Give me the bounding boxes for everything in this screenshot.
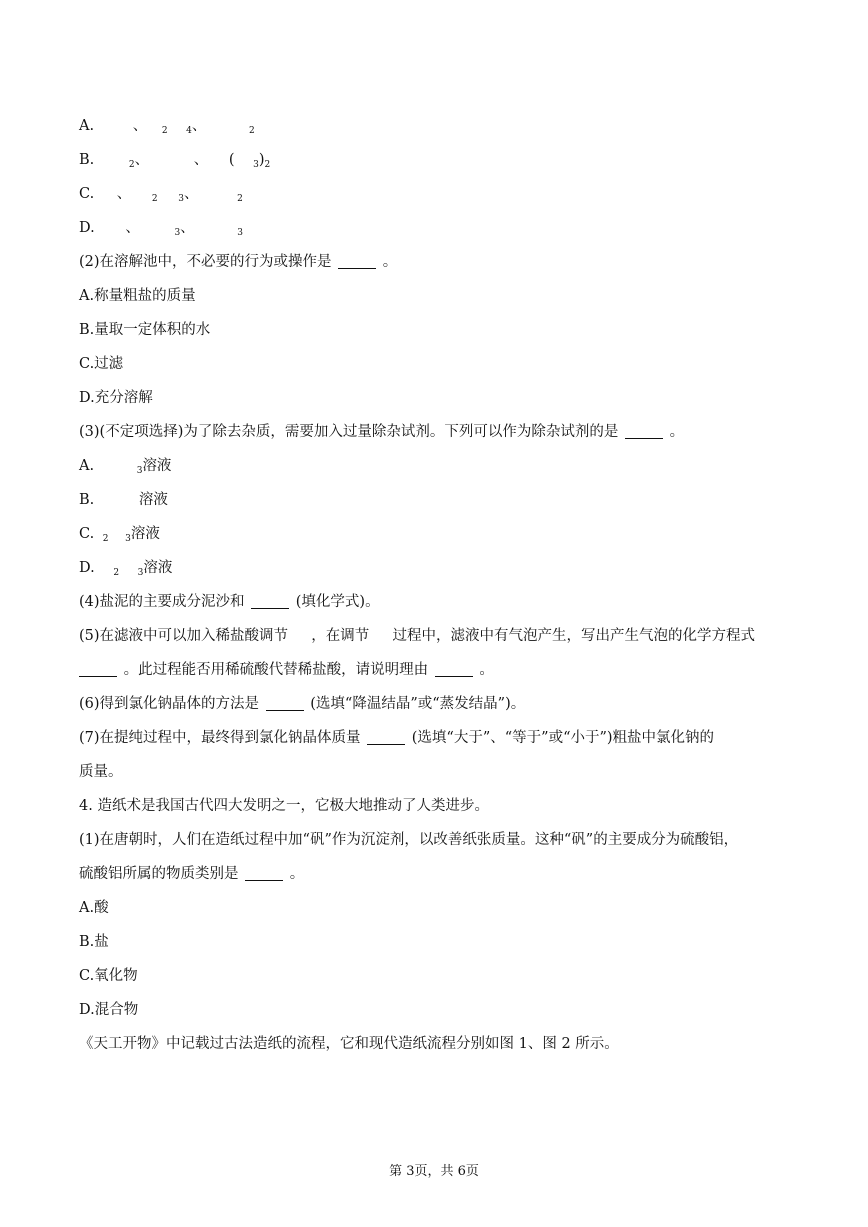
question-3-option-a: A. $_3$溶液 bbox=[79, 458, 172, 476]
problem-4-option-a: A.酸 bbox=[79, 900, 109, 916]
question-3-option-c: C. $_2$ $_3$溶液 bbox=[79, 526, 160, 544]
option-c-formulas: C. 、 $_2$ $_3$、 $_2$ bbox=[79, 186, 243, 204]
question-2-option-b: B.量取一定体积的水 bbox=[79, 322, 211, 338]
answer-blank[interactable] bbox=[79, 662, 117, 677]
option-a-formulas: A. 、 $_2$ $_4$、 $_2$ bbox=[79, 118, 255, 136]
question-2-option-d: D.充分溶解 bbox=[79, 390, 153, 406]
question-3-stem: (3)(不定项选择)为了除去杂质，需要加入过量除杂试剂。下列可以作为除杂试剂的是 。 bbox=[79, 424, 685, 440]
option-b-formulas: B. $_2$、 、 ( $_3)_2$ bbox=[79, 152, 271, 170]
question-7-line-2: 质量。 bbox=[79, 764, 123, 780]
question-5-line-1: (5)在滤液中可以加入稀盐酸调节 ，在调节 过程中，滤液中有气泡产生，写出产生气泡的化学方程式 bbox=[79, 628, 755, 644]
question-2-option-a: A.称量粗盐的质量 bbox=[79, 288, 196, 304]
question-5-line-2: 。此过程能否用稀硫酸代替稀盐酸，请说明理由 。 bbox=[79, 660, 494, 680]
problem-4-option-c: C.氧化物 bbox=[79, 968, 138, 984]
question-3-option-b: B. 溶液 bbox=[79, 492, 168, 508]
problem-4-option-d: D.混合物 bbox=[79, 1002, 139, 1018]
answer-blank[interactable] bbox=[367, 730, 405, 745]
option-d-formulas: D. 、 $_3$、 $_3$ bbox=[79, 220, 244, 238]
answer-blank[interactable] bbox=[435, 662, 473, 677]
answer-blank[interactable] bbox=[625, 424, 663, 439]
question-4-stem: (4)盐泥的主要成分泥沙和 (填化学式)。 bbox=[79, 594, 380, 610]
question-6-stem: (6)得到氯化钠晶体的方法是 (选填“降温结晶”或“蒸发结晶”)。 bbox=[79, 696, 526, 712]
question-2-stem: (2)在溶解池中，不必要的行为或操作是 。 bbox=[79, 254, 398, 270]
problem-4-option-b: B.盐 bbox=[79, 934, 109, 950]
answer-blank[interactable] bbox=[245, 866, 283, 881]
page-footer: 第 3页，共 6页 bbox=[389, 1164, 479, 1179]
problem-4-intro: 《天工开物》中记载过古法造纸的流程，它和现代造纸流程分别如图 1、图 2 所示。 bbox=[79, 1036, 619, 1052]
problem-4-q1-line-1: (1)在唐朝时，人们在造纸过程中加“矾”作为沉淀剂，以改善纸张质量。这种“矾”的主要成分为硫酸铝， bbox=[79, 832, 739, 848]
question-7-line-1: (7)在提纯过程中，最终得到氯化钠晶体质量 (选填“大于”、“等于”或“小于”)粗盐中氯化钠的 bbox=[79, 730, 715, 746]
answer-blank[interactable] bbox=[266, 696, 304, 711]
problem-4-q1-line-2: 硫酸铝所属的物质类别是 。 bbox=[79, 866, 305, 882]
answer-blank[interactable] bbox=[338, 254, 376, 269]
question-2-option-c: C.过滤 bbox=[79, 356, 124, 372]
problem-4-title: 4. 造纸术是我国古代四大发明之一，它极大地推动了人类进步。 bbox=[79, 798, 489, 814]
question-3-option-d: D. $_2$ $_3$溶液 bbox=[79, 560, 173, 578]
answer-blank[interactable] bbox=[251, 594, 289, 609]
